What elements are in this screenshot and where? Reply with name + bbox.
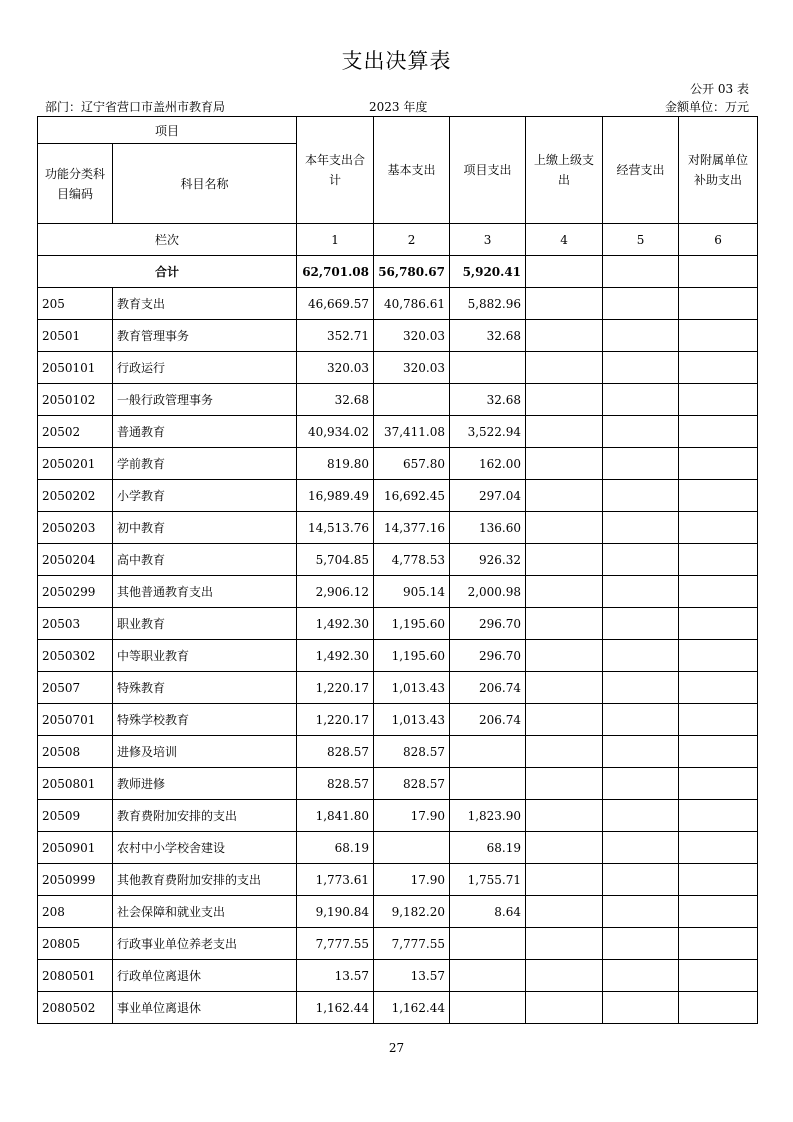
- amount-cell: 828.57: [374, 768, 450, 800]
- amount-cell: 3,522.94: [450, 416, 526, 448]
- amount-cell: [603, 384, 679, 416]
- amount-cell: 162.00: [450, 448, 526, 480]
- subject-name: 教育管理事务: [113, 320, 297, 352]
- amount-cell: [526, 832, 603, 864]
- amount-cell: 206.74: [450, 672, 526, 704]
- col-number: 3: [450, 224, 526, 256]
- amount-cell: 296.70: [450, 640, 526, 672]
- amount-cell: 352.71: [297, 320, 374, 352]
- amount-cell: [679, 352, 758, 384]
- amount-cell: [679, 608, 758, 640]
- header-func-code: 功能分类科目编码: [38, 144, 113, 224]
- subject-code: 20508: [38, 736, 113, 768]
- col-number: 4: [526, 224, 603, 256]
- subject-code: 2050204: [38, 544, 113, 576]
- subject-name: 一般行政管理事务: [113, 384, 297, 416]
- amount-cell: [603, 640, 679, 672]
- amount-cell: 1,195.60: [374, 640, 450, 672]
- subject-code: 2050801: [38, 768, 113, 800]
- header-total: 本年支出合计: [297, 117, 374, 224]
- amount-cell: [603, 960, 679, 992]
- amount-cell: 5,882.96: [450, 288, 526, 320]
- amount-cell: [679, 800, 758, 832]
- amount-cell: 9,182.20: [374, 896, 450, 928]
- amount-cell: [450, 960, 526, 992]
- amount-cell: [679, 512, 758, 544]
- amount-cell: [526, 576, 603, 608]
- amount-cell: [679, 960, 758, 992]
- amount-cell: [679, 832, 758, 864]
- amount-cell: 1,755.71: [450, 864, 526, 896]
- amount-cell: [526, 768, 603, 800]
- subject-name: 高中教育: [113, 544, 297, 576]
- total-value: 62,701.08: [297, 256, 374, 288]
- amount-cell: 1,162.44: [297, 992, 374, 1024]
- amount-cell: 68.19: [297, 832, 374, 864]
- amount-cell: 17.90: [374, 864, 450, 896]
- table-row: [38, 704, 758, 736]
- amount-cell: [526, 992, 603, 1024]
- amount-cell: 828.57: [297, 768, 374, 800]
- amount-cell: 905.14: [374, 576, 450, 608]
- col-number: 2: [374, 224, 450, 256]
- amount-cell: [526, 704, 603, 736]
- amount-cell: 320.03: [297, 352, 374, 384]
- page-title: 支出决算表: [341, 49, 452, 73]
- header-subject-name: 科目名称: [113, 144, 297, 224]
- subject-code: 20501: [38, 320, 113, 352]
- amount-cell: [679, 704, 758, 736]
- subject-code: 2050302: [38, 640, 113, 672]
- table-row: [38, 800, 758, 832]
- col-number: 5: [603, 224, 679, 256]
- amount-cell: [603, 736, 679, 768]
- amount-cell: [679, 480, 758, 512]
- amount-cell: 1,013.43: [374, 704, 450, 736]
- amount-cell: 1,220.17: [297, 672, 374, 704]
- amount-cell: 4,778.53: [374, 544, 450, 576]
- table-row: [38, 288, 758, 320]
- header-upper: 上缴上级支出: [526, 117, 603, 224]
- amount-cell: 40,934.02: [297, 416, 374, 448]
- subject-code: 2050102: [38, 384, 113, 416]
- table-row: [38, 768, 758, 800]
- table-row: [38, 544, 758, 576]
- amount-cell: 46,669.57: [297, 288, 374, 320]
- subject-name: 行政运行: [113, 352, 297, 384]
- subject-name: 行政单位离退休: [113, 960, 297, 992]
- subject-name: 教育费附加安排的支出: [113, 800, 297, 832]
- amount-cell: [526, 320, 603, 352]
- amount-cell: [450, 736, 526, 768]
- subject-name: 社会保障和就业支出: [113, 896, 297, 928]
- amount-cell: 37,411.08: [374, 416, 450, 448]
- amount-cell: 1,773.61: [297, 864, 374, 896]
- amount-cell: 657.80: [374, 448, 450, 480]
- amount-cell: 8.64: [450, 896, 526, 928]
- amount-cell: 32.68: [297, 384, 374, 416]
- amount-cell: 320.03: [374, 352, 450, 384]
- amount-cell: [603, 768, 679, 800]
- amount-unit: 金额单位：万元: [664, 100, 749, 114]
- amount-cell: 828.57: [374, 736, 450, 768]
- subject-name: 中等职业教育: [113, 640, 297, 672]
- amount-cell: [603, 448, 679, 480]
- amount-cell: 32.68: [450, 320, 526, 352]
- amount-cell: 2,000.98: [450, 576, 526, 608]
- subject-name: 初中教育: [113, 512, 297, 544]
- amount-cell: [679, 992, 758, 1024]
- table-row: [38, 640, 758, 672]
- amount-cell: 32.68: [450, 384, 526, 416]
- amount-cell: [603, 352, 679, 384]
- table-row: [38, 512, 758, 544]
- header-col-index: 栏次: [38, 224, 297, 256]
- amount-cell: 7,777.55: [374, 928, 450, 960]
- amount-cell: [603, 608, 679, 640]
- table-row: [38, 928, 758, 960]
- amount-cell: [679, 320, 758, 352]
- amount-cell: 926.32: [450, 544, 526, 576]
- subject-name: 其他教育费附加安排的支出: [113, 864, 297, 896]
- header-basic: 基本支出: [374, 117, 450, 224]
- total-label: 合计: [38, 256, 297, 288]
- amount-cell: [526, 544, 603, 576]
- subject-name: 行政事业单位养老支出: [113, 928, 297, 960]
- amount-cell: [603, 576, 679, 608]
- amount-cell: 16,989.49: [297, 480, 374, 512]
- table-row: [38, 576, 758, 608]
- amount-cell: [526, 960, 603, 992]
- subject-name: 特殊教育: [113, 672, 297, 704]
- table-row: [38, 384, 758, 416]
- header-subsidy: 对附属单位补助支出: [679, 117, 758, 224]
- amount-cell: [450, 992, 526, 1024]
- amount-cell: 1,492.30: [297, 640, 374, 672]
- header-project: 项目支出: [450, 117, 526, 224]
- amount-cell: [603, 512, 679, 544]
- subject-code: 205: [38, 288, 113, 320]
- expenditure-table: [37, 116, 758, 1024]
- table-row: [38, 896, 758, 928]
- amount-cell: [679, 576, 758, 608]
- amount-cell: [679, 640, 758, 672]
- table-row: [38, 736, 758, 768]
- amount-cell: [679, 864, 758, 896]
- amount-cell: [603, 992, 679, 1024]
- amount-cell: 17.90: [374, 800, 450, 832]
- amount-cell: [679, 384, 758, 416]
- table-row: [38, 608, 758, 640]
- subject-code: 2050999: [38, 864, 113, 896]
- amount-cell: 136.60: [450, 512, 526, 544]
- col-number: 1: [297, 224, 374, 256]
- table-row: [38, 416, 758, 448]
- amount-cell: [374, 832, 450, 864]
- amount-cell: [526, 480, 603, 512]
- amount-cell: 2,906.12: [297, 576, 374, 608]
- table-row: [38, 864, 758, 896]
- subject-code: 20507: [38, 672, 113, 704]
- amount-cell: 16,692.45: [374, 480, 450, 512]
- amount-cell: [526, 448, 603, 480]
- amount-cell: 14,513.76: [297, 512, 374, 544]
- amount-cell: [526, 288, 603, 320]
- department-label: 部门：辽宁省营口市盖州市教育局: [45, 100, 226, 114]
- amount-cell: 1,162.44: [374, 992, 450, 1024]
- table-row: [38, 320, 758, 352]
- amount-cell: [603, 544, 679, 576]
- amount-cell: 819.80: [297, 448, 374, 480]
- subject-code: 2050203: [38, 512, 113, 544]
- total-value: [526, 256, 603, 288]
- subject-name: 进修及培训: [113, 736, 297, 768]
- table-row: [38, 352, 758, 384]
- header-item: 项目: [38, 117, 297, 144]
- amount-cell: [603, 896, 679, 928]
- subject-name: 农村中小学校舍建设: [113, 832, 297, 864]
- amount-cell: [603, 800, 679, 832]
- amount-cell: [526, 384, 603, 416]
- amount-cell: [526, 640, 603, 672]
- amount-cell: [679, 928, 758, 960]
- amount-cell: [450, 928, 526, 960]
- amount-cell: 1,823.90: [450, 800, 526, 832]
- amount-cell: [679, 544, 758, 576]
- form-number: 公开 03 表: [690, 82, 749, 96]
- subject-code: 2050202: [38, 480, 113, 512]
- amount-cell: 68.19: [450, 832, 526, 864]
- subject-code: 20805: [38, 928, 113, 960]
- subject-name: 小学教育: [113, 480, 297, 512]
- amount-cell: [526, 896, 603, 928]
- subject-code: 2050901: [38, 832, 113, 864]
- amount-cell: 320.03: [374, 320, 450, 352]
- header-operating: 经营支出: [603, 117, 679, 224]
- amount-cell: 1,492.30: [297, 608, 374, 640]
- total-value: [679, 256, 758, 288]
- subject-name: 职业教育: [113, 608, 297, 640]
- amount-cell: [526, 608, 603, 640]
- amount-cell: 297.04: [450, 480, 526, 512]
- amount-cell: 1,220.17: [297, 704, 374, 736]
- subject-code: 20509: [38, 800, 113, 832]
- amount-cell: [526, 352, 603, 384]
- amount-cell: [603, 864, 679, 896]
- subject-name: 教育支出: [113, 288, 297, 320]
- amount-cell: 7,777.55: [297, 928, 374, 960]
- col-number: 6: [679, 224, 758, 256]
- amount-cell: [526, 800, 603, 832]
- amount-cell: [679, 288, 758, 320]
- total-value: 56,780.67: [374, 256, 450, 288]
- amount-cell: [603, 288, 679, 320]
- table-row: [38, 832, 758, 864]
- subject-code: 20503: [38, 608, 113, 640]
- amount-cell: [526, 864, 603, 896]
- amount-cell: 40,786.61: [374, 288, 450, 320]
- table-row: [38, 480, 758, 512]
- amount-cell: 5,704.85: [297, 544, 374, 576]
- subject-code: 2050299: [38, 576, 113, 608]
- table-row: [38, 448, 758, 480]
- amount-cell: [603, 480, 679, 512]
- amount-cell: [679, 768, 758, 800]
- subject-name: 事业单位离退休: [113, 992, 297, 1024]
- amount-cell: [679, 416, 758, 448]
- amount-cell: [526, 416, 603, 448]
- amount-cell: [450, 352, 526, 384]
- subject-name: 其他普通教育支出: [113, 576, 297, 608]
- subject-name: 特殊学校教育: [113, 704, 297, 736]
- amount-cell: 206.74: [450, 704, 526, 736]
- subject-code: 2050201: [38, 448, 113, 480]
- amount-cell: 1,841.80: [297, 800, 374, 832]
- amount-cell: [603, 832, 679, 864]
- amount-cell: 1,195.60: [374, 608, 450, 640]
- amount-cell: [603, 928, 679, 960]
- subject-code: 20502: [38, 416, 113, 448]
- fiscal-year: 2023 年度: [369, 100, 428, 114]
- page-number: 27: [388, 1041, 405, 1055]
- subject-code: 208: [38, 896, 113, 928]
- amount-cell: 9,190.84: [297, 896, 374, 928]
- amount-cell: [526, 928, 603, 960]
- subject-code: 2080502: [38, 992, 113, 1024]
- amount-cell: [603, 416, 679, 448]
- amount-cell: 296.70: [450, 608, 526, 640]
- amount-cell: [450, 768, 526, 800]
- amount-cell: 13.57: [297, 960, 374, 992]
- table-row: [38, 672, 758, 704]
- table-row: [38, 960, 758, 992]
- amount-cell: 828.57: [297, 736, 374, 768]
- table-row: [38, 992, 758, 1024]
- amount-cell: [679, 448, 758, 480]
- total-value: 5,920.41: [450, 256, 526, 288]
- amount-cell: [679, 896, 758, 928]
- subject-name: 学前教育: [113, 448, 297, 480]
- total-value: [603, 256, 679, 288]
- amount-cell: [603, 704, 679, 736]
- amount-cell: [374, 384, 450, 416]
- subject-name: 普通教育: [113, 416, 297, 448]
- subject-code: 2080501: [38, 960, 113, 992]
- amount-cell: 14,377.16: [374, 512, 450, 544]
- subject-code: 2050101: [38, 352, 113, 384]
- amount-cell: 1,013.43: [374, 672, 450, 704]
- amount-cell: [679, 672, 758, 704]
- subject-code: 2050701: [38, 704, 113, 736]
- amount-cell: [603, 320, 679, 352]
- subject-name: 教师进修: [113, 768, 297, 800]
- amount-cell: 13.57: [374, 960, 450, 992]
- amount-cell: [679, 736, 758, 768]
- amount-cell: [526, 736, 603, 768]
- amount-cell: [603, 672, 679, 704]
- amount-cell: [526, 672, 603, 704]
- amount-cell: [526, 512, 603, 544]
